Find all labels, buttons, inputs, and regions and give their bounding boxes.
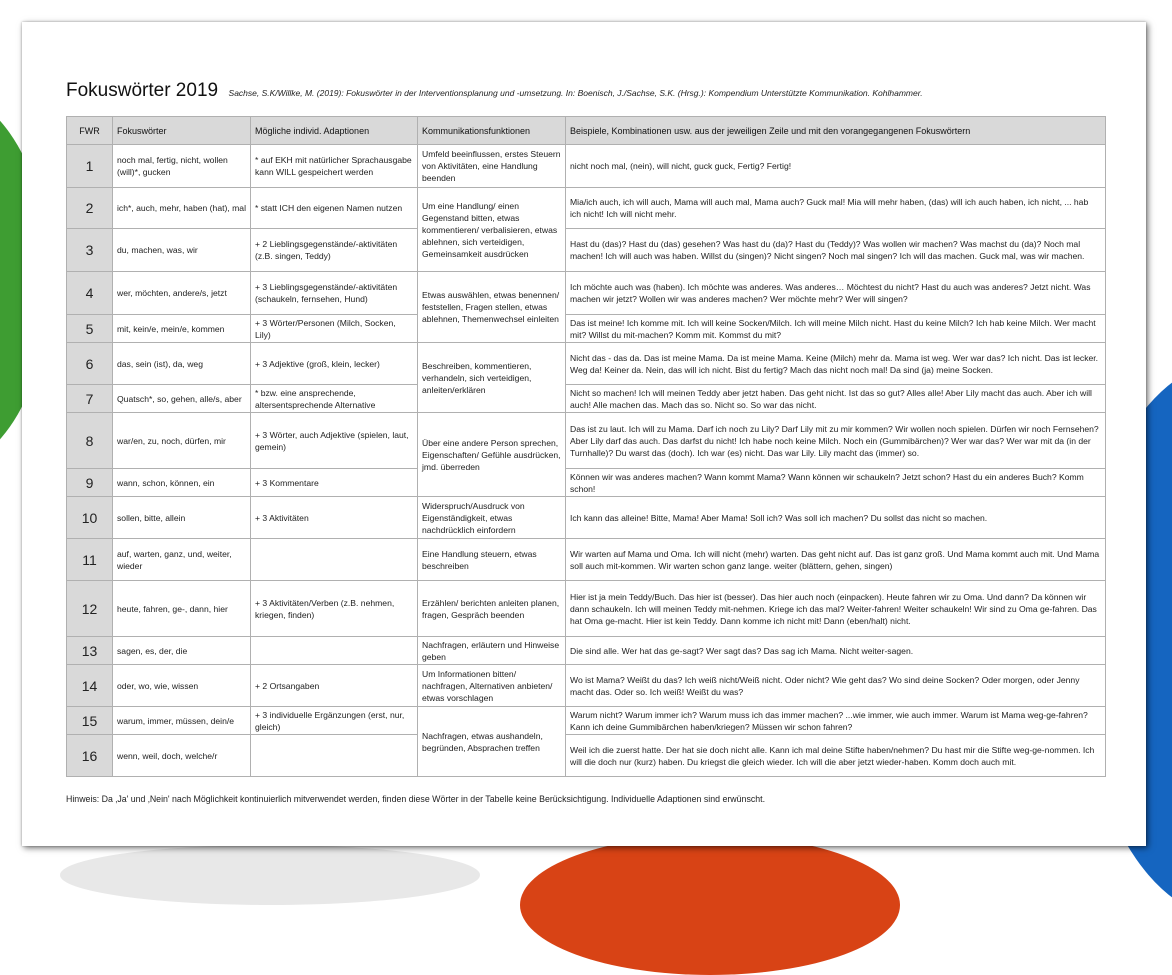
table-row <box>67 272 1106 315</box>
header-kommunikationsfunktionen: Kommunikationsfunktionen <box>418 117 566 145</box>
row-number: 6 <box>67 343 113 385</box>
focus-words-cell: oder, wo, wie, wissen <box>113 665 251 707</box>
example-cell: Hier ist ja mein Teddy/Buch. Das hier ist (besser). Das hier auch noch (einpacken). Heute fahren wir zu Oma. Und dann? Da können wir dann schaukeln. Ich will meinen Teddy mit-nehmen. Kriege ich das mal? Weiter-fahren! Weiter schaukeln! Wir sind zu Oma ge-fahren. Das hat Oma ge-macht. Hier ist kein Teddy. Dann komme ich nicht mit! Dann (eben/halt) nicht. <box>566 581 1106 637</box>
row-number: 7 <box>67 385 113 413</box>
function-cell: Um eine Handlung/ einen Gegenstand bitten, etwas kommentieren/ verbalisieren, etwas ablehnen, sich verteidigen, Gemeinsamkeit ausdrücken <box>418 188 566 272</box>
adaption-cell: + 3 Wörter, auch Adjektive (spielen, laut, gemein) <box>251 413 418 469</box>
row-number: 11 <box>67 539 113 581</box>
focus-words-cell: wann, schon, können, ein <box>113 469 251 497</box>
row-number: 13 <box>67 637 113 665</box>
example-cell: Weil ich die zuerst hatte. Der hat sie doch nicht alle. Kann ich mal deine Stifte haben/nehmen? Du hast mir die Stifte weg-ge-nommen. Ich will die doch nur (kurz) haben. Du kriegst die gleich wieder. Ich will die aber jetzt wieder-haben. Komm doch auch mit. <box>566 735 1106 777</box>
function-cell: Widerspruch/Ausdruck von Eigenständigkeit, etwas nachdrücklich einfordern <box>418 497 566 539</box>
row-number: 3 <box>67 229 113 272</box>
adaption-cell: + 3 Lieblingsgegenstände/-aktivitäten (schaukeln, fernsehen, Hund) <box>251 272 418 315</box>
row-number: 16 <box>67 735 113 777</box>
adaption-cell: + 2 Lieblingsgegenstände/-aktivitäten (z.B. singen, Teddy) <box>251 229 418 272</box>
page-title: Fokuswörter 2019 <box>66 80 219 101</box>
table-row <box>67 665 1106 707</box>
header-beispiele: Beispiele, Kombinationen usw. aus der jeweiligen Zeile und mit den vorangegangenen Fokuswörtern <box>566 117 1106 145</box>
focus-words-cell: noch mal, fertig, nicht, wollen (will)*, gucken <box>113 145 251 188</box>
focus-words-cell: sollen, bitte, allein <box>113 497 251 539</box>
table-row <box>67 413 1106 469</box>
row-number: 14 <box>67 665 113 707</box>
table-row <box>67 188 1106 229</box>
table-row <box>67 343 1106 385</box>
footnote: Hinweis: Da ‚Ja' und ‚Nein' nach Möglichkeit kontinuierlich mitverwendet werden, finden diese Wörter in der Tabelle keine Berücksichtigung. Individuelle Adaptionen sind erwünscht. <box>66 794 766 804</box>
adaption-cell: * bzw. eine ansprechende, altersentsprechende Alternative <box>251 385 418 413</box>
example-cell: Ich kann das alleine! Bitte, Mama! Aber Mama! Soll ich? Was soll ich machen? Du sollst das nicht so machen. <box>566 497 1106 539</box>
focus-words-cell: du, machen, was, wir <box>113 229 251 272</box>
focus-words-cell: ich*, auch, mehr, haben (hat), mal <box>113 188 251 229</box>
header <box>66 80 1126 102</box>
example-cell: Warum nicht? Warum immer ich? Warum muss ich das immer machen? ...wie immer, wie auch immer. Warum ist Mama weg-ge-fahren? Kann ich deine Gummibärchen haben/kriegen? Müssen wir schon fahren? <box>566 707 1106 735</box>
function-cell: Nachfragen, etwas aushandeln, begründen, Absprachen treffen <box>418 707 566 777</box>
header-fokuswoerter: Fokuswörter <box>113 117 251 145</box>
focus-words-cell: mit, kein/e, mein/e, kommen <box>113 315 251 343</box>
row-number: 15 <box>67 707 113 735</box>
example-cell: Das ist meine! Ich komme mit. Ich will keine Socken/Milch. Ich will meine Milch nicht. Hast du keine Milch? Ich hab keine Milch. Wer macht mit? Willst du mit-machen? Komm mit. Kommst du mit? <box>566 315 1106 343</box>
focus-words-cell: Quatsch*, so, gehen, alle/s, aber <box>113 385 251 413</box>
adaption-cell <box>251 539 418 581</box>
document-sheet <box>22 22 1146 846</box>
row-number: 9 <box>67 469 113 497</box>
adaption-cell: + 3 Aktivitäten/Verben (z.B. nehmen, kriegen, finden) <box>251 581 418 637</box>
adaption-cell <box>251 637 418 665</box>
example-cell: Können wir was anderes machen? Wann kommt Mama? Wann können wir schaukeln? Jetzt schon? Hast du ein anderes Buch? Komm schon! <box>566 469 1106 497</box>
background-gray-shadow <box>60 845 480 905</box>
example-cell: Nicht das - das da. Das ist meine Mama. Da ist meine Mama. Keine (Milch) mehr da. Mama ist weg. Wer war das? Ich nicht. Das ist lecker. Weg da! Keiner da. Nein, das will ich nicht. Bist du fertig? Mach das nicht noch mal! Da sind (ja) meine Socken. <box>566 343 1106 385</box>
example-cell: Die sind alle. Wer hat das ge-sagt? Wer sagt das? Das sag ich Mama. Nicht weiter-sagen. <box>566 637 1106 665</box>
focus-words-cell: sagen, es, der, die <box>113 637 251 665</box>
citation: Sachse, S.K/Willke, M. (2019): Fokuswörter in der Interventionsplanung und -umsetzung. In: Boenisch, J./Sachse, S.K. (Hrsg.): Kompendium Unterstützte Kommunikation. Kohlhammer. <box>228 88 923 98</box>
adaption-cell: + 3 individuelle Ergänzungen (erst, nur, gleich) <box>251 707 418 735</box>
table-row <box>67 145 1106 188</box>
row-number: 8 <box>67 413 113 469</box>
background-red-shape <box>520 835 900 975</box>
function-cell: Beschreiben, kommentieren, verhandeln, sich verteidigen, anleiten/erklären <box>418 343 566 413</box>
adaption-cell: * statt ICH den eigenen Namen nutzen <box>251 188 418 229</box>
example-cell: Das ist zu laut. Ich will zu Mama. Darf ich noch zu Lily? Darf Lily mit zu mir kommen? Wir wollen noch spielen. Dürfen wir noch Fernsehen? Aber Lily darf das auch. Das darfst du nicht! Ich habe noch keine Milch. Noch ein (Gummibärchen)? Wer war das? Wer war mit da (in der Turnhalle)? Du warst das (doch). Ich war (es) nicht. Das war Lily. Lily macht das (immer) so. <box>566 413 1106 469</box>
row-number: 12 <box>67 581 113 637</box>
function-cell: Erzählen/ berichten anleiten planen, fragen, Gespräch beenden <box>418 581 566 637</box>
example-cell: Wir warten auf Mama und Oma. Ich will nicht (mehr) warten. Das geht nicht auf. Das ist ganz groß. Und Mama kommt auch mit. Und Mama soll auch mit-kommen. Wir warten schon ganz lange. weiter (blättern, gehen, singen) <box>566 539 1106 581</box>
function-cell: Etwas auswählen, etwas benennen/ feststellen, Fragen stellen, etwas ablehnen, Themenwechsel einleiten <box>418 272 566 343</box>
example-cell: Ich möchte auch was (haben). Ich möchte was anderes. Was anderes… Möchtest du nicht? Hast du auch was anderes? Jetzt nicht. Was machen wir jetzt? Wollen wir was anderes machen? Wer möchte mehr? Wer will singen? <box>566 272 1106 315</box>
table-header-row <box>67 117 1106 145</box>
focus-words-table <box>66 116 1106 777</box>
adaption-cell: + 2 Ortsangaben <box>251 665 418 707</box>
adaption-cell: + 3 Adjektive (groß, klein, lecker) <box>251 343 418 385</box>
table-row <box>67 497 1106 539</box>
row-number: 2 <box>67 188 113 229</box>
adaption-cell: * auf EKH mit natürlicher Sprachausgabe kann WILL gespeichert werden <box>251 145 418 188</box>
focus-words-cell: war/en, zu, noch, dürfen, mir <box>113 413 251 469</box>
function-cell: Umfeld beeinflussen, erstes Steuern von Aktivitäten, eine Handlung beenden <box>418 145 566 188</box>
adaption-cell: + 3 Wörter/Personen (Milch, Socken, Lily) <box>251 315 418 343</box>
row-number: 4 <box>67 272 113 315</box>
function-cell: Um Informationen bitten/ nachfragen, Alternativen anbieten/ etwas vorschlagen <box>418 665 566 707</box>
example-cell: nicht noch mal, (nein), will nicht, guck guck, Fertig? Fertig! <box>566 145 1106 188</box>
example-cell: Mia/ich auch, ich will auch, Mama will auch mal, Mama auch? Guck mal! Mia will mehr haben, (das) will ich auch haben, ich nicht, ... hab ich nicht! Ich will nicht mehr. <box>566 188 1106 229</box>
focus-words-cell: wer, möchten, andere/s, jetzt <box>113 272 251 315</box>
header-fwr: FWR <box>67 117 113 145</box>
adaption-cell: + 3 Kommentare <box>251 469 418 497</box>
example-cell: Hast du (das)? Hast du (das) gesehen? Was hast du (da)? Hast du (Teddy)? Was wollen wir machen? Was machst du (da)? Noch mal machen! Ich will auch was haben. Willst du (singen)? Nicht singen? Noch mal singen? Ich will das machen. Guck mal, was wir machen. <box>566 229 1106 272</box>
adaption-cell: + 3 Aktivitäten <box>251 497 418 539</box>
row-number: 1 <box>67 145 113 188</box>
example-cell: Nicht so machen! Ich will meinen Teddy aber jetzt haben. Das geht nicht. Ist das so gut? Alles alle! Aber Lily macht das auch. Aber ich will auch! Alle machen das. Mach das so. Nicht so. So war das nicht. <box>566 385 1106 413</box>
function-cell: Eine Handlung steuern, etwas beschreiben <box>418 539 566 581</box>
focus-words-cell: heute, fahren, ge-, dann, hier <box>113 581 251 637</box>
focus-words-cell: das, sein (ist), da, weg <box>113 343 251 385</box>
focus-words-cell: wenn, weil, doch, welche/r <box>113 735 251 777</box>
table-row <box>67 539 1106 581</box>
row-number: 10 <box>67 497 113 539</box>
table-row <box>67 315 1106 343</box>
function-cell: Nachfragen, erläutern und Hinweise geben <box>418 637 566 665</box>
function-cell: Über eine andere Person sprechen, Eigenschaften/ Gefühle ausdrücken, jmd. überreden <box>418 413 566 497</box>
table-row <box>67 735 1106 777</box>
focus-words-cell: auf, warten, ganz, und, weiter, wieder <box>113 539 251 581</box>
table-row <box>67 581 1106 637</box>
table-row <box>67 229 1106 272</box>
table-row <box>67 637 1106 665</box>
header-adaptionen: Mögliche individ. Adaptionen <box>251 117 418 145</box>
table-row <box>67 707 1106 735</box>
focus-words-cell: warum, immer, müssen, dein/e <box>113 707 251 735</box>
example-cell: Wo ist Mama? Weißt du das? Ich weiß nicht/Weiß nicht. Oder nicht? Wie geht das? Wo sind deine Socken? Oder morgen, oder Jenny macht das. Oder so. Ich weiß! Weißt du was? <box>566 665 1106 707</box>
row-number: 5 <box>67 315 113 343</box>
adaption-cell <box>251 735 418 777</box>
table-row <box>67 469 1106 497</box>
table-row <box>67 385 1106 413</box>
